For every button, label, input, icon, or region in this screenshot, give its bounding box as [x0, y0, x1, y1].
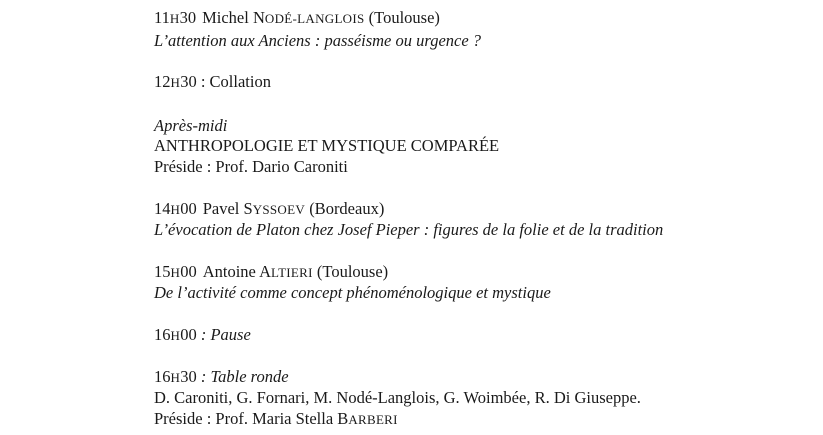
session-2-line [154, 72, 271, 93]
session-7-chair: Préside : Prof. Maria Stella BARBERI [154, 409, 398, 428]
session-4-title: L’évocation de Platon chez Josef Pieper : figures de la folie et de la tradition [154, 220, 664, 239]
afternoon-label: Après-midi [154, 116, 228, 135]
session-5-time: 15H00 [154, 262, 197, 281]
session-1-title: L’attention aux Anciens : passéisme ou urgence ? [154, 31, 482, 50]
session-7-line [154, 367, 289, 388]
session-6-line [154, 325, 251, 346]
afternoon-heading: ANTHROPOLOGIE ET MYSTIQUE COMPARÉE [154, 136, 500, 155]
session-6-label: : Pause [196, 325, 251, 344]
session-4-speaker-last: SYSSOEV [243, 199, 306, 218]
session-1-speaker-first: Michel [202, 8, 249, 27]
session-4-speaker-city: (Bordeaux) [309, 199, 385, 218]
session-7-participants: D. Caroniti, G. Fornari, M. Nodé-Langlois, G. Woimbée, R. Di Giuseppe. [154, 388, 641, 407]
session-7-label: : Table ronde [196, 367, 289, 386]
session-1-speaker-last: NODÉ-LANGLOIS [252, 8, 365, 27]
session-5-speaker-city: (Toulouse) [316, 262, 389, 281]
session-5-speaker-first: Antoine [202, 262, 256, 281]
session-4-speaker-first: Pavel [202, 199, 240, 218]
session-7-chair-last: BARBERI [337, 409, 398, 428]
session-1-speaker-line [154, 8, 440, 29]
session-4-time: 14H00 [154, 199, 197, 218]
session-7-time: 16H30 [154, 367, 197, 386]
afternoon-chair: Préside : Prof. Dario Caroniti [154, 157, 348, 176]
session-4-speaker-line [154, 199, 384, 220]
session-1-time: 11H30 [154, 8, 197, 27]
session-5-speaker-last: ALTIERI [259, 262, 313, 281]
session-5-speaker-line [154, 262, 388, 283]
session-1-speaker-city: (Toulouse) [368, 8, 440, 27]
session-6-time: 16H00 [154, 325, 197, 344]
session-2-label: : Collation [196, 72, 271, 91]
session-5-title: De l’activité comme concept phénoménologique et mystique [154, 283, 551, 302]
session-2-time: 12H30 [154, 72, 197, 91]
